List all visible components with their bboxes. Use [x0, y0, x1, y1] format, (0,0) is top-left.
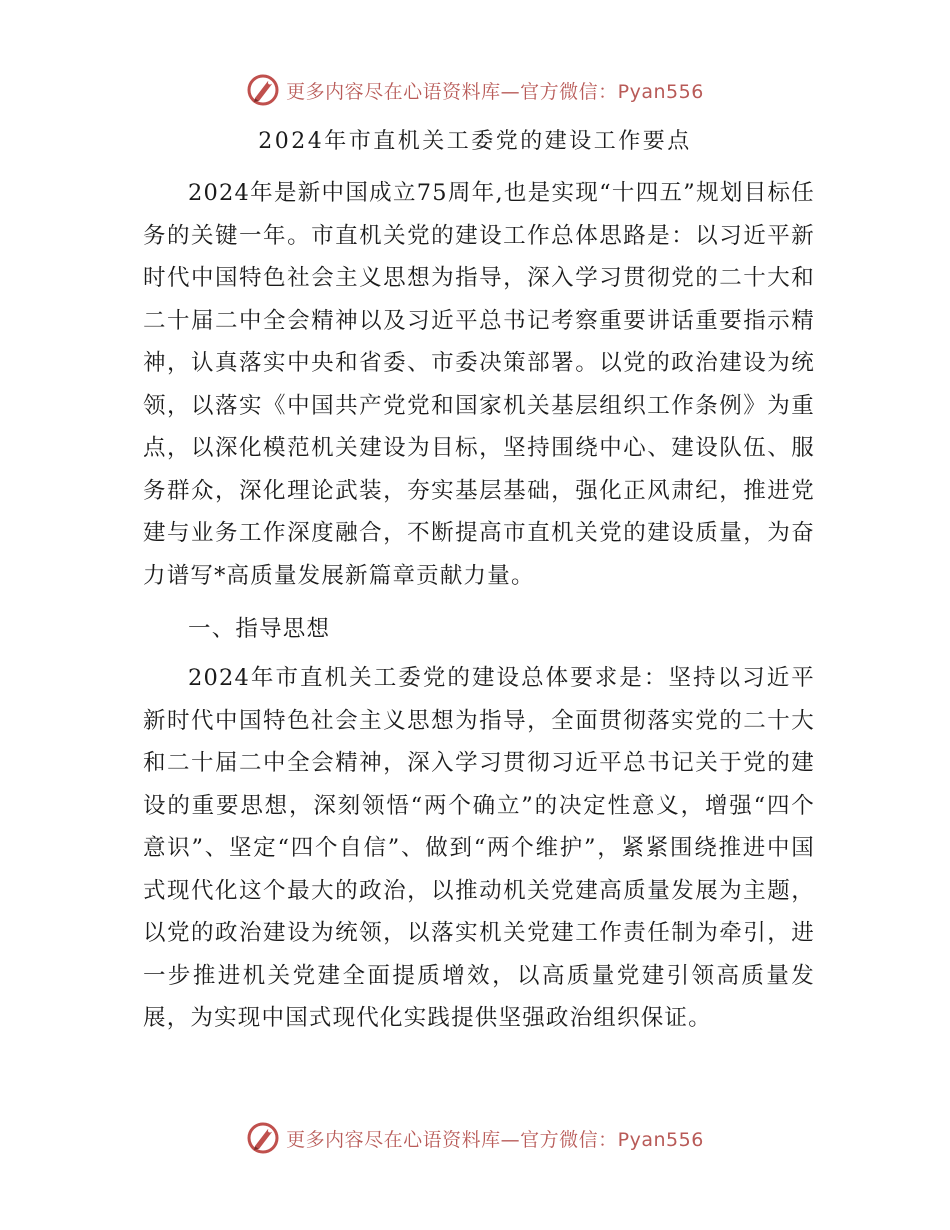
paragraph-guiding-thought: 2024年市直机关工委党的建设总体要求是：坚持以习近平新时代中国特色社会主义思想为指导，全面贯彻落实党的二十大和二十届二中全会精神，深入学习贯彻习近平总书记关于党的建设的重要思想，深刻领悟“两个确立”的决定性意义，增强“四个意识”、坚定“四个自信”、做到“两个维护”，紧紧围绕推进中国式现代化这个最大的政治，以推动机关党建高质量发展为主题，以党的政治建设为统领，以落实机关党建工作责任制为牵引，进一步推进机关党建全面提质增效，以高质量党建引领高质量发展，为实现中国式现代化实践提供坚强政治组织保证。 — [143, 665, 815, 1031]
document-title: 2024年市直机关工委党的建设工作要点 — [258, 129, 692, 154]
pen-logo-icon — [246, 1121, 280, 1155]
section-heading: 一、指导思想 — [188, 616, 331, 642]
paragraph-intro: 2024年是新中国成立75周年,也是实现“十四五”规划目标任务的关键一年。市直机关党的建设工作总体思路是：以习近平新时代中国特色社会主义思想为指导，深入学习贯彻党的二十大和二十届二中全会精神以及习近平总书记考察重要讲话重要指示精神，认真落实中央和省委、市委决策部署。以党的政治建设为统领，以落实《中国共产党党和国家机关基层组织工作条例》为重点，以深化模范机关建设为目标，坚持围绕中心、建设队伍、服务群众，深化理论武装，夯实基层基础，强化正风肃纪，推进党建与业务工作深度融合，不断提高市直机关党的建设质量，为奋力谱写*高质量发展新篇章贡献力量。 — [143, 180, 815, 589]
pen-logo-icon — [246, 73, 280, 107]
header-watermark — [0, 70, 950, 110]
watermark-text: 更多内容尽在心语资料库—官方微信：Pyan556 — [286, 80, 704, 103]
watermark-text: 更多内容尽在心语资料库—官方微信：Pyan556 — [286, 1128, 704, 1151]
footer-watermark — [0, 1118, 950, 1158]
